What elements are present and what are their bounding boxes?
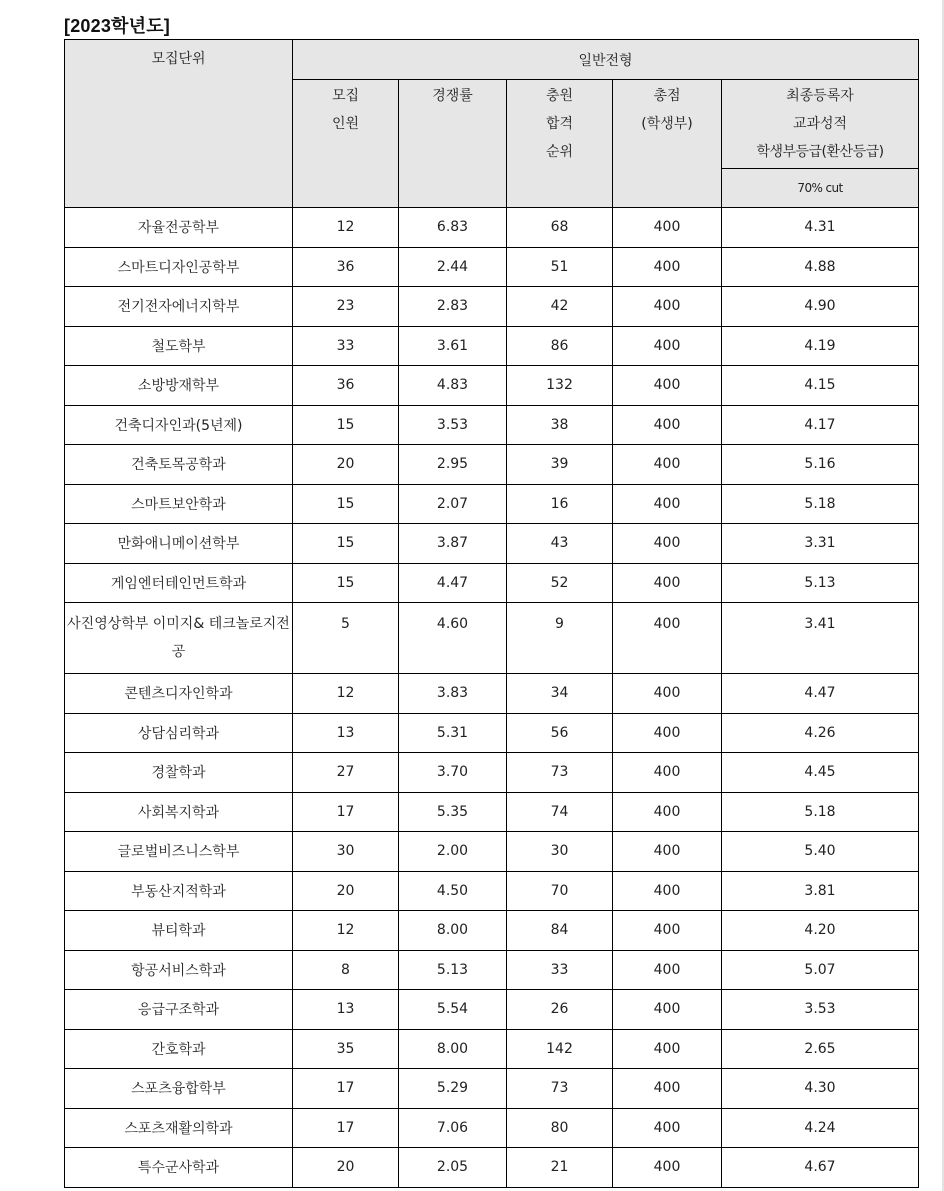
cell-grade-70cut: 4.30 xyxy=(722,1069,919,1109)
cell-unit: 사회복지학과 xyxy=(65,792,293,832)
header-70-cut: 70% cut xyxy=(722,169,919,208)
cell-grade-70cut: 5.18 xyxy=(722,792,919,832)
cell-quota: 13 xyxy=(293,713,399,753)
cell-unit: 만화애니메이션학부 xyxy=(65,524,293,564)
cell-total-score: 400 xyxy=(613,563,722,603)
cell-competition: 4.60 xyxy=(399,603,507,674)
table-row xyxy=(65,753,919,793)
cell-unit: 간호학과 xyxy=(65,1029,293,1069)
cell-total-score: 400 xyxy=(613,405,722,445)
cell-total-score: 400 xyxy=(613,247,722,287)
cell-quota: 17 xyxy=(293,1108,399,1148)
header-competition-line: 경쟁률 xyxy=(432,88,473,104)
cell-unit: 사진영상학부 이미지& 테크놀로지전공 xyxy=(65,603,293,674)
cell-total-score: 400 xyxy=(613,366,722,406)
cell-quota: 17 xyxy=(293,1069,399,1109)
table-row xyxy=(65,713,919,753)
cell-unit: 게임엔터테인먼트학과 xyxy=(65,563,293,603)
cell-competition: 3.70 xyxy=(399,753,507,793)
table-row xyxy=(65,445,919,485)
cell-competition: 3.87 xyxy=(399,524,507,564)
cell-total-score: 400 xyxy=(613,753,722,793)
cell-quota: 15 xyxy=(293,405,399,445)
cell-total-score: 400 xyxy=(613,713,722,753)
cell-total-score: 400 xyxy=(613,445,722,485)
cell-quota: 12 xyxy=(293,911,399,951)
cell-grade-70cut: 4.45 xyxy=(722,753,919,793)
table-body xyxy=(65,208,919,1188)
cell-waitlist-rank: 73 xyxy=(507,753,613,793)
cell-unit: 스포츠재활의학과 xyxy=(65,1108,293,1148)
cell-quota: 20 xyxy=(293,1148,399,1188)
cell-quota: 8 xyxy=(293,950,399,990)
cell-competition: 8.00 xyxy=(399,911,507,951)
cell-unit: 스마트디자인공학부 xyxy=(65,247,293,287)
cell-unit: 소방방재학부 xyxy=(65,366,293,406)
table-row xyxy=(65,484,919,524)
cell-quota: 36 xyxy=(293,366,399,406)
cell-grade-70cut: 4.17 xyxy=(722,405,919,445)
header-quota-line: 인원 xyxy=(331,116,360,132)
table-row xyxy=(65,674,919,714)
cell-unit: 글로벌비즈니스학부 xyxy=(65,832,293,872)
cell-competition: 4.50 xyxy=(399,871,507,911)
table-row xyxy=(65,1108,919,1148)
cell-waitlist-rank: 21 xyxy=(507,1148,613,1188)
cell-grade-70cut: 4.19 xyxy=(722,326,919,366)
header-waitlist-line: 합격 xyxy=(545,116,574,132)
cell-unit: 전기전자에너지학부 xyxy=(65,287,293,327)
cell-competition: 5.31 xyxy=(399,713,507,753)
header-group-general: 일반전형 xyxy=(293,40,919,80)
cell-quota: 15 xyxy=(293,563,399,603)
table-row xyxy=(65,603,919,674)
table-row xyxy=(65,366,919,406)
cell-total-score: 400 xyxy=(613,287,722,327)
cell-total-score: 400 xyxy=(613,1029,722,1069)
cell-total-score: 400 xyxy=(613,326,722,366)
cell-competition: 2.00 xyxy=(399,832,507,872)
cell-quota: 36 xyxy=(293,247,399,287)
cell-grade-70cut: 5.18 xyxy=(722,484,919,524)
cell-grade-70cut: 5.07 xyxy=(722,950,919,990)
cell-waitlist-rank: 56 xyxy=(507,713,613,753)
cell-waitlist-rank: 51 xyxy=(507,247,613,287)
cell-unit: 뷰티학과 xyxy=(65,911,293,951)
cell-competition: 8.00 xyxy=(399,1029,507,1069)
cell-total-score: 400 xyxy=(613,1069,722,1109)
cell-unit: 부동산지적학과 xyxy=(65,871,293,911)
cell-grade-70cut: 5.16 xyxy=(722,445,919,485)
cell-total-score: 400 xyxy=(613,950,722,990)
header-waitlist-line: 충원 xyxy=(545,88,574,104)
cell-grade-70cut: 4.26 xyxy=(722,713,919,753)
cell-unit: 응급구조학과 xyxy=(65,990,293,1030)
header-total-score xyxy=(613,80,722,208)
cell-total-score: 400 xyxy=(613,792,722,832)
cell-waitlist-rank: 30 xyxy=(507,832,613,872)
cell-unit: 스포츠융합학부 xyxy=(65,1069,293,1109)
cell-unit: 스마트보안학과 xyxy=(65,484,293,524)
cell-grade-70cut: 3.53 xyxy=(722,990,919,1030)
cell-quota: 12 xyxy=(293,208,399,248)
cell-waitlist-rank: 70 xyxy=(507,871,613,911)
cell-waitlist-rank: 9 xyxy=(507,603,613,674)
cell-waitlist-rank: 84 xyxy=(507,911,613,951)
cell-waitlist-rank: 142 xyxy=(507,1029,613,1069)
cell-quota: 15 xyxy=(293,484,399,524)
cell-total-score: 400 xyxy=(613,1108,722,1148)
cell-competition: 5.54 xyxy=(399,990,507,1030)
table-row xyxy=(65,832,919,872)
table-row xyxy=(65,524,919,564)
cell-competition: 2.44 xyxy=(399,247,507,287)
cell-grade-70cut: 4.20 xyxy=(722,911,919,951)
cell-quota: 15 xyxy=(293,524,399,564)
cell-quota: 17 xyxy=(293,792,399,832)
cell-unit: 자율전공학부 xyxy=(65,208,293,248)
cell-competition: 2.05 xyxy=(399,1148,507,1188)
cell-grade-70cut: 4.15 xyxy=(722,366,919,406)
cell-total-score: 400 xyxy=(613,832,722,872)
cell-competition: 2.83 xyxy=(399,287,507,327)
table-row xyxy=(65,871,919,911)
cell-grade-70cut: 5.13 xyxy=(722,563,919,603)
cell-total-score: 400 xyxy=(613,674,722,714)
table-header xyxy=(65,40,919,208)
header-waitlist-rank xyxy=(507,80,613,208)
table-row xyxy=(65,1029,919,1069)
cell-waitlist-rank: 16 xyxy=(507,484,613,524)
cell-competition: 6.83 xyxy=(399,208,507,248)
cell-waitlist-rank: 34 xyxy=(507,674,613,714)
cell-total-score: 400 xyxy=(613,1148,722,1188)
cell-competition: 3.53 xyxy=(399,405,507,445)
cell-grade-70cut: 4.67 xyxy=(722,1148,919,1188)
cell-competition: 5.29 xyxy=(399,1069,507,1109)
cell-grade-70cut: 4.88 xyxy=(722,247,919,287)
cell-competition: 5.35 xyxy=(399,792,507,832)
cell-quota: 20 xyxy=(293,445,399,485)
cell-total-score: 400 xyxy=(613,911,722,951)
cell-unit: 건축토목공학과 xyxy=(65,445,293,485)
cell-competition: 2.07 xyxy=(399,484,507,524)
header-final-grade-line: 학생부등급(환산등급) xyxy=(756,144,884,160)
cell-quota: 27 xyxy=(293,753,399,793)
table-row xyxy=(65,247,919,287)
table-row xyxy=(65,326,919,366)
table-row xyxy=(65,990,919,1030)
cell-unit: 상담심리학과 xyxy=(65,713,293,753)
header-waitlist-line: 순위 xyxy=(545,144,574,160)
table-row xyxy=(65,563,919,603)
cell-total-score: 400 xyxy=(613,990,722,1030)
cell-grade-70cut: 3.31 xyxy=(722,524,919,564)
header-quota-line: 모집 xyxy=(331,88,360,104)
cell-quota: 20 xyxy=(293,871,399,911)
cell-waitlist-rank: 52 xyxy=(507,563,613,603)
cell-total-score: 400 xyxy=(613,524,722,564)
cell-total-score: 400 xyxy=(613,208,722,248)
cell-quota: 5 xyxy=(293,603,399,674)
cell-waitlist-rank: 73 xyxy=(507,1069,613,1109)
page-title: [2023학년도] xyxy=(64,16,170,36)
cell-waitlist-rank: 39 xyxy=(507,445,613,485)
cell-quota: 35 xyxy=(293,1029,399,1069)
cell-total-score: 400 xyxy=(613,484,722,524)
cell-grade-70cut: 3.81 xyxy=(722,871,919,911)
cell-total-score: 400 xyxy=(613,603,722,674)
cell-waitlist-rank: 86 xyxy=(507,326,613,366)
admissions-table xyxy=(64,39,919,1188)
header-final-grade-line: 최종등록자 xyxy=(786,88,854,104)
cell-quota: 33 xyxy=(293,326,399,366)
table-row xyxy=(65,405,919,445)
table-row xyxy=(65,1148,919,1188)
cell-competition: 2.95 xyxy=(399,445,507,485)
header-final-grade xyxy=(722,80,919,169)
cell-waitlist-rank: 38 xyxy=(507,405,613,445)
cell-competition: 4.83 xyxy=(399,366,507,406)
cell-waitlist-rank: 26 xyxy=(507,990,613,1030)
cell-competition: 3.61 xyxy=(399,326,507,366)
header-competition xyxy=(399,80,507,208)
header-total-score-line: (학생부) xyxy=(641,116,693,132)
cell-unit: 항공서비스학과 xyxy=(65,950,293,990)
cell-waitlist-rank: 42 xyxy=(507,287,613,327)
table-row xyxy=(65,287,919,327)
table-row xyxy=(65,950,919,990)
cell-grade-70cut: 4.47 xyxy=(722,674,919,714)
table-row xyxy=(65,1069,919,1109)
cell-competition: 5.13 xyxy=(399,950,507,990)
cell-total-score: 400 xyxy=(613,871,722,911)
header-quota xyxy=(293,80,399,208)
cell-competition: 4.47 xyxy=(399,563,507,603)
cell-competition: 3.83 xyxy=(399,674,507,714)
cell-unit: 경찰학과 xyxy=(65,753,293,793)
header-unit: 모집단위 xyxy=(65,40,293,208)
cell-quota: 23 xyxy=(293,287,399,327)
cell-unit: 철도학부 xyxy=(65,326,293,366)
cell-grade-70cut: 4.31 xyxy=(722,208,919,248)
cell-quota: 13 xyxy=(293,990,399,1030)
header-total-score-line: 총점 xyxy=(653,88,681,104)
table-row xyxy=(65,911,919,951)
cell-waitlist-rank: 33 xyxy=(507,950,613,990)
cell-waitlist-rank: 132 xyxy=(507,366,613,406)
cell-unit: 건축디자인과(5년제) xyxy=(65,405,293,445)
cell-grade-70cut: 5.40 xyxy=(722,832,919,872)
cell-waitlist-rank: 43 xyxy=(507,524,613,564)
cell-quota: 30 xyxy=(293,832,399,872)
cell-quota: 12 xyxy=(293,674,399,714)
cell-unit: 콘텐츠디자인학과 xyxy=(65,674,293,714)
cell-unit: 특수군사학과 xyxy=(65,1148,293,1188)
table-row xyxy=(65,208,919,248)
cell-grade-70cut: 3.41 xyxy=(722,603,919,674)
cell-waitlist-rank: 68 xyxy=(507,208,613,248)
header-final-grade-line: 교과성적 xyxy=(792,116,848,132)
cell-waitlist-rank: 80 xyxy=(507,1108,613,1148)
cell-grade-70cut: 4.24 xyxy=(722,1108,919,1148)
cell-grade-70cut: 2.65 xyxy=(722,1029,919,1069)
table-row xyxy=(65,792,919,832)
cell-competition: 7.06 xyxy=(399,1108,507,1148)
cell-grade-70cut: 4.90 xyxy=(722,287,919,327)
cell-waitlist-rank: 74 xyxy=(507,792,613,832)
